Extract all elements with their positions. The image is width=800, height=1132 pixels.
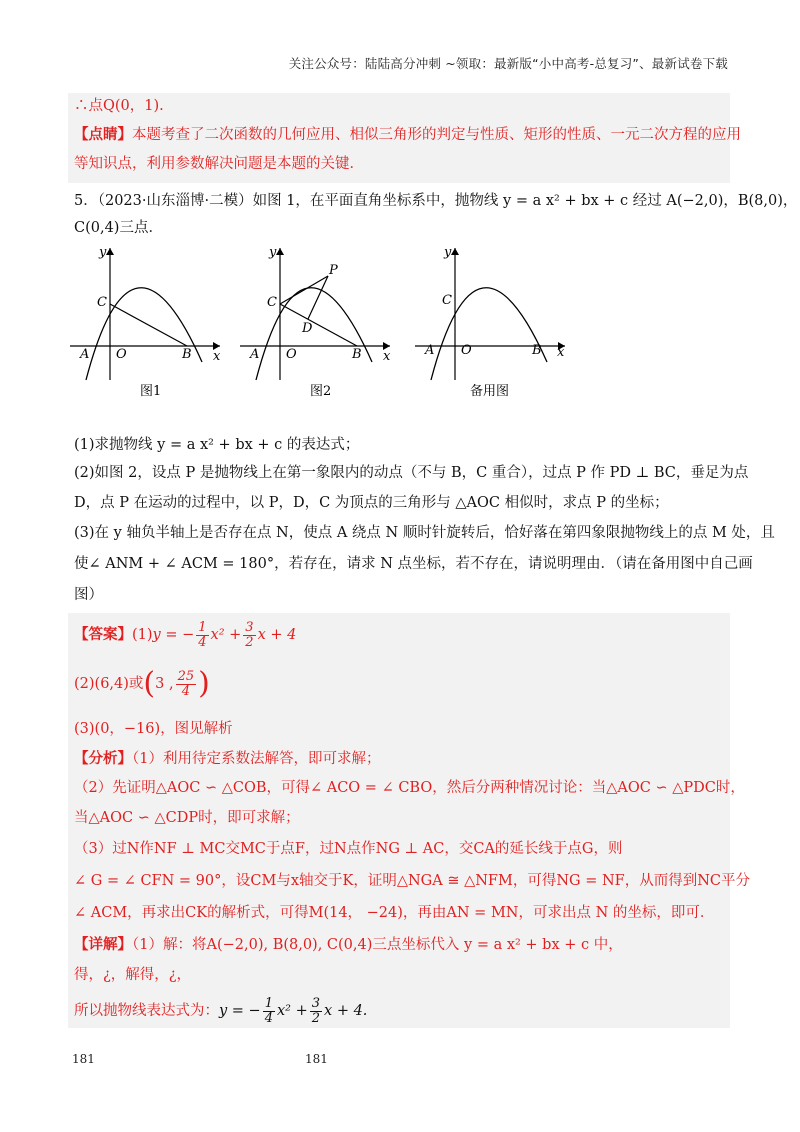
fig1-C-label: C	[97, 295, 107, 310]
figures	[70, 240, 590, 400]
question-3b: 使∠ ANM + ∠ ACM = 180°，若存在，请求 N 点坐标，若不存在，请说明理由．（请在备用图中自己画	[74, 556, 753, 572]
detail-line-3	[74, 996, 367, 1026]
detail-label: 【详解】	[74, 936, 132, 953]
fig3-A-label: A	[425, 343, 435, 358]
fig1-y-label: y	[99, 245, 107, 260]
figure-3	[415, 245, 565, 399]
problem-line-1: 5．（2023·山东淄博·二模）如图 1，在平面直角坐标系中，抛物线 y = a x² + bx + c 经过 A(−2,0)，B(8,0)，	[74, 193, 798, 209]
analysis-line-5: ∠ G = ∠ CFN = 90°，设CM与x轴交于K，证明△NGA ≅ △NFM，可得NG = NF，从而得到NC平分	[74, 873, 751, 889]
detail-3-frac-2: $\frac{3}{2}$	[311, 995, 321, 1026]
page-number-left: 181	[72, 1052, 95, 1066]
fig2-C-label: C	[267, 295, 277, 310]
question-3a: (3)在 y 轴负半轴上是否存在点 N，使点 A 绕点 N 顺时针旋转后，恰好落在第四象限抛物线上的点 M 处，且	[74, 525, 775, 541]
fig3-O-label: O	[461, 343, 472, 358]
answer-line-3	[74, 718, 233, 740]
answer-2-or: 或	[128, 676, 144, 692]
detail-line-1	[74, 934, 623, 956]
answer-2-prefix: (2)	[74, 676, 95, 692]
fig1-B-label: B	[182, 347, 192, 362]
fig2-y-label: y	[269, 245, 277, 260]
question-3c: 图）	[74, 587, 103, 603]
page-number-center: 181	[305, 1052, 328, 1066]
answer-2-first: (6,4)	[94, 676, 129, 692]
figure-1	[70, 245, 221, 399]
figure-2	[240, 245, 391, 399]
analysis-label: 【分析】	[74, 750, 132, 767]
detail-3-left: y = −	[219, 1003, 261, 1019]
fig2-O-label: O	[286, 347, 297, 362]
answer-1-left: y = −	[152, 627, 195, 643]
answer-3-tail: ，图见解析	[160, 721, 233, 737]
fig2-A-label: A	[250, 347, 260, 362]
detail-text-1: （1）解：将A(−2,0), B(8,0), C(0,4)三点坐标代入 y = a x² + bx + c 中，	[132, 937, 623, 953]
fig1-O-label: O	[116, 347, 127, 362]
fig2-B-label: B	[352, 347, 362, 362]
detail-line-2: 得，¿，解得，¿，	[74, 967, 192, 983]
detail-3-frac-1: $\frac{1}{4}$	[264, 995, 273, 1026]
answer-label: 【答案】	[74, 626, 132, 643]
detail-3-prefix: 所以抛物线表达式为：	[74, 1003, 219, 1019]
fig3-y-label: y	[444, 245, 452, 260]
question-1: (1)求抛物线 y = a x² + bx + c 的表达式；	[74, 437, 360, 453]
fig3-B-label: B	[532, 343, 542, 358]
answer-line-2: (2)(6,4)或(3 , $\frac{25}{4}$ )	[74, 666, 210, 701]
answer-1-frac-1: $\frac{1}{4}$	[198, 619, 207, 650]
fig2-x-label: x	[383, 349, 391, 364]
answer-line-1	[74, 620, 296, 650]
fig2-P-label: P	[329, 263, 338, 278]
analysis-line-3: 当△AOC ∽ △CDP时，即可求解；	[74, 810, 300, 826]
fig1-x-label: x	[213, 349, 221, 364]
answer-2-frac: $\frac{25}{4}$	[177, 668, 195, 699]
detail-3-tail: x + 4.	[324, 1003, 368, 1019]
analysis-line-1	[74, 748, 380, 770]
analysis-text-1: （1）利用待定系数法解答，即可求解；	[132, 751, 381, 767]
answer-1-frac-2: $\frac{3}{2}$	[245, 619, 254, 650]
dianjing-label: 【点睛】	[74, 126, 132, 143]
dianjing-text-1: 本题考查了二次函数的几何应用、相似三角形的判定与性质、矩形的性质、一元二次方程的应用	[132, 127, 741, 143]
answer-1-tail: x + 4	[257, 627, 297, 643]
answer-3-prefix: (3)	[74, 721, 95, 737]
fig3-C-label: C	[442, 293, 452, 308]
question-2a: (2)如图 2，设点 P 是抛物线上在第一象限内的动点（不与 B，C 重合），过点 P 作 PD ⊥ BC，垂足为点	[74, 465, 749, 481]
analysis-line-6: ∠ ACM，再求出CK的解析式，可得M(14， −24)，再由AN = MN，可求出点 N 的坐标，即可．	[74, 905, 715, 921]
fig1-A-label: A	[80, 347, 90, 362]
analysis-line-2: （2）先证明△AOC ∽ △COB，可得∠ ACO = ∠ CBO，然后分两种情况讨论：当△AOC ∽ △PDC时，	[74, 780, 745, 796]
answer-1-prefix: (1)	[132, 627, 153, 643]
fig1-caption: 图1	[140, 384, 162, 399]
answer-2-second-left: 3 ,	[155, 676, 174, 692]
answer-1-mid: x² +	[210, 627, 242, 643]
detail-3-mid: x² +	[277, 1003, 308, 1019]
page-header: 关注公众号：陆陆高分冲刺 ~领取：最新版“小中高考-总复习”、最新试卷下载	[288, 56, 728, 71]
dianjing-line-1	[74, 124, 741, 146]
answer-3-point: (0，−16)	[94, 721, 161, 737]
dianjing-line-2: 等知识点，利用参数解决问题是本题的关键．	[74, 156, 364, 172]
fig2-D-label: D	[302, 321, 313, 336]
fig2-caption: 图2	[310, 384, 332, 399]
conclusion-line: ∴点Q(0，1).	[74, 98, 164, 114]
question-2b: D，点 P 在运动的过程中，以 P，D，C 为顶点的三角形与 △AOC 相似时，求点 P 的坐标；	[74, 495, 669, 511]
fig3-caption: 备用图	[470, 384, 510, 399]
analysis-line-4: （3）过N作NF ⊥ MC交MC于点F，过N点作NG ⊥ AC，交CA的延长线于点G，则	[74, 841, 623, 857]
fig3-x-label: x	[557, 345, 565, 360]
problem-line-2: C(0,4)三点．	[74, 220, 163, 236]
